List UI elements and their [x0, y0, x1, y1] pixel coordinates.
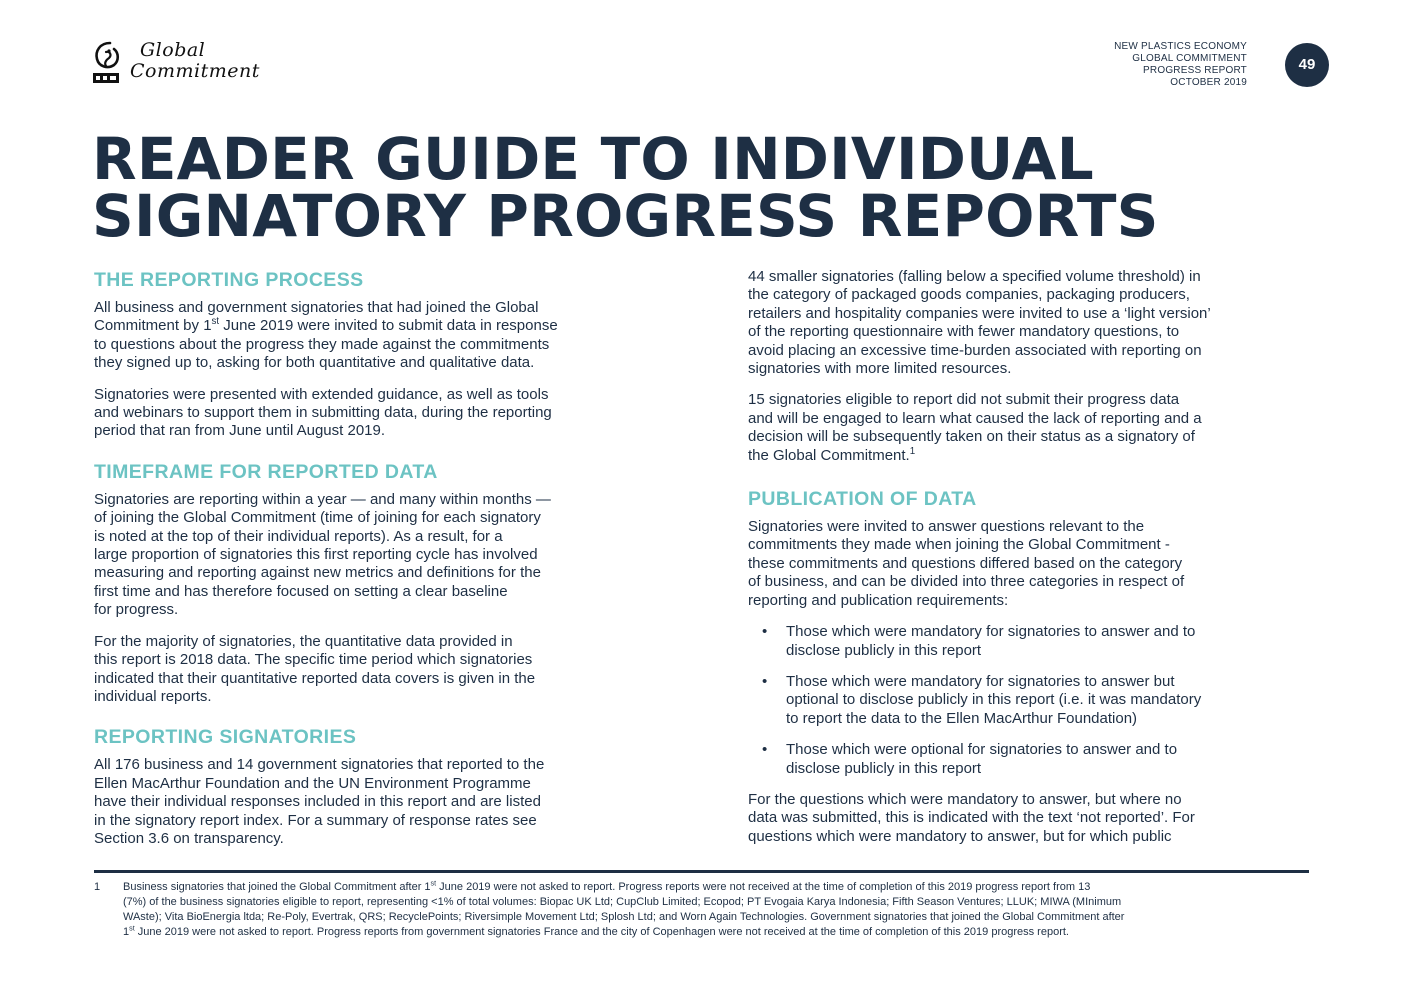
meta-line: OCTOBER 2019	[1170, 77, 1247, 88]
section-heading-reporting-signatories: REPORTING SIGNATORIES	[94, 726, 357, 749]
list-item-text: Those which were mandatory for signatories to answer and to disclose publicly in this report	[786, 623, 1196, 659]
paragraph: 44 smaller signatories (falling below a specified volume threshold) in the category of packaged goods companies, packaging producers, retailers and hospitality companies were invited to use a ‘light version’ of the reporting questionnaire with fewer mandatory questions, to avoid placing an excessive time-burden associated with reporting on signatories with more limited resources.	[748, 268, 1211, 378]
paragraph-text: 15 signatories eligible to report did not submit their progress data and will be engaged to learn what caused the lack of reporting and a decision will be subsequently taken on their status as a signatory of the Global Commitment.	[748, 391, 1202, 464]
meta-line: PROGRESS REPORT	[1143, 65, 1247, 76]
footnote-text-part: Business signatories that joined the Global Commitment after 1	[123, 881, 431, 893]
section-heading-publication: PUBLICATION OF DATA	[748, 488, 977, 511]
superscript: st	[129, 924, 135, 933]
page-number-badge: 49	[1285, 43, 1329, 87]
right-column	[748, 268, 1313, 846]
foundation-emblem-icon	[92, 40, 126, 86]
paragraph-text: June 2019 were invited to submit data in response to questions about the progress they made against the commitments they signed up to, asking for both quantitative and qualitative data.	[94, 317, 558, 372]
list-item-text: Those which were mandatory for signatories to answer but optional to disclose publicly in this report (i.e. it was mandatory to report the data to the Ellen MacArthur Foundation)	[786, 672, 1202, 727]
footnote	[94, 880, 1309, 940]
logo-line-2: Commitment	[130, 60, 260, 82]
footnote-text-part: June 2019 were not asked to report. Progress reports from government signatories France and the city of Copenhagen were not received at the time of completion of this 2019 progress report.	[134, 926, 1069, 938]
list-item-text: Those which were optional for signatories to answer and to disclose publicly in this report	[786, 741, 1178, 777]
logo-line-1: Global	[140, 39, 206, 61]
paragraph: Signatories were invited to answer questions relevant to the commitments they made when joining the Global Commitment - these commitments and questions differed based on the category of business, and can be divided into three categories in respect of reporting and publication requirements:	[748, 518, 1185, 609]
paragraph	[748, 391, 1313, 465]
footnote-reference: 1	[909, 445, 916, 457]
paragraph: For the majority of signatories, the quantitative data provided in this report is 2018 data. The specific time period which signatories indicated that their quantitative reported data covers is given in the individual reports.	[94, 632, 536, 705]
footnote-text	[123, 880, 1309, 940]
bullet-icon: •	[762, 672, 768, 690]
page-title-line-1: READER GUIDE TO INDIVIDUAL	[92, 125, 1094, 193]
paragraph-text: All business and government signatories that had joined the Global Commitment by 1	[94, 299, 539, 335]
meta-line: NEW PLASTICS ECONOMY	[1114, 41, 1247, 52]
superscript: st	[430, 879, 437, 888]
footnote-divider	[94, 870, 1309, 873]
list-item	[748, 741, 1313, 778]
list-item	[748, 673, 1313, 728]
superscript: st	[211, 316, 220, 328]
footnote-text-part: June 2019 were not asked to report. Progress reports were not received at the time of completion of this 2019 progress report from 13 (7%) of the business signatories eligible to report, representing <1% of total volumes: Biopac UK Ltd; CupClub Limited; Ecopod; PT Evogaia Karya Indonesia; Fifth Season Ventures; LLUK; MIWA (MInimum WAste); Vita BioEnergia ltda; Re-Poly, Evertrak, QRS; RecyclePoints; Riversimple Movement Ltd; Splosh Ltd; and Worn Again Technologies. Government signatories that joined the Global Commitment after 1	[123, 881, 1125, 938]
footnote-number: 1	[94, 881, 101, 893]
section-heading-reporting-process: THE REPORTING PROCESS	[94, 269, 364, 291]
bullet-icon: •	[762, 741, 768, 759]
page-title	[92, 125, 1159, 250]
paragraph: All 176 business and 14 government signatories that reported to the Ellen MacArthur Foundation and the UN Environment Programme have their individual responses included in this report and are listed in the signatory report index. For a summary of response rates see Section 3.6 on transparency.	[94, 756, 545, 847]
requirement-list	[748, 623, 1313, 778]
paragraph: Signatories were presented with extended guidance, as well as tools and webinars to support them in submitting data, during the reporting period that ran from June until August 2019.	[94, 385, 552, 440]
paragraph: For the questions which were mandatory to answer, but where no data was submitted, this is indicated with the text ‘not reported’. For questions which were mandatory to answer, but for which public	[748, 790, 1195, 845]
global-commitment-logo	[92, 39, 260, 88]
meta-line: GLOBAL COMMITMENT	[1132, 53, 1247, 64]
paragraph: Signatories are reporting within a year — and many within months — of joining the Global Commitment (time of joining for each signatory is noted at the top of their individual reports). As a result, for a large proportion of signatories this first reporting cycle has involved measuring and reporting against new metrics and definitions for the first time and has therefore focused on setting a clear baseline for progress.	[94, 490, 551, 619]
bullet-icon: •	[762, 623, 768, 641]
paragraph	[94, 299, 659, 373]
report-meta	[1114, 41, 1247, 89]
list-item	[748, 623, 1313, 660]
section-heading-timeframe: TIMEFRAME FOR REPORTED DATA	[94, 460, 438, 483]
page-title-line-2: SIGNATORY PROGRESS REPORTS	[92, 182, 1159, 250]
left-column	[94, 268, 659, 848]
